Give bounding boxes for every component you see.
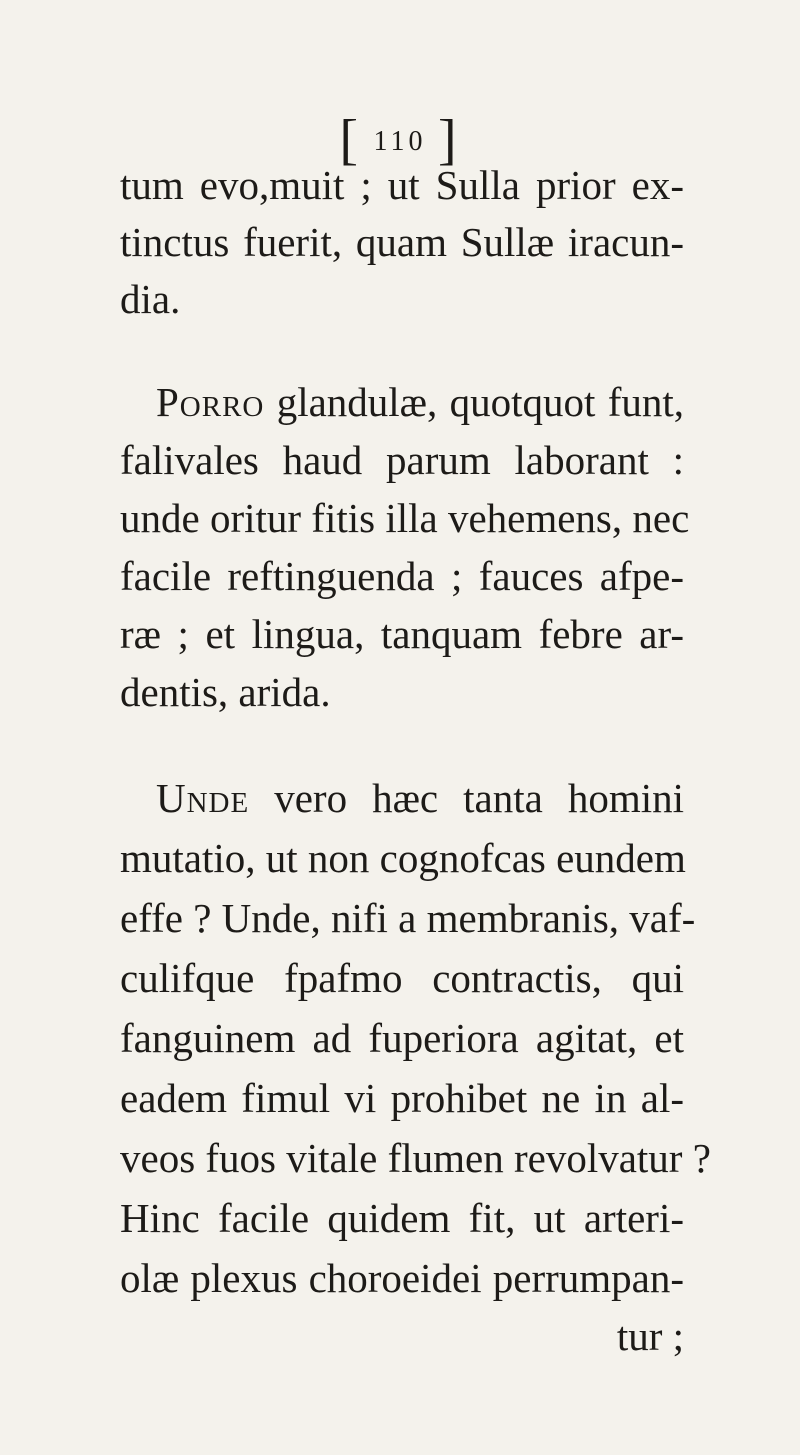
page-number-value: 110 bbox=[373, 126, 427, 157]
text-line: effe ? Unde, nifi a membranis, vaf- bbox=[120, 895, 696, 941]
paragraph-lead-word: Unde bbox=[156, 775, 250, 821]
text-line: fanguinem ad fuperiora agitat, et bbox=[120, 1015, 684, 1061]
text-line-first bbox=[156, 768, 684, 828]
text-line: eadem fimul vi prohibet ne in al- bbox=[120, 1075, 684, 1121]
page-number-bracket-close: ] bbox=[437, 109, 461, 171]
text-line: mutatio, ut non cognofcas eundem bbox=[120, 835, 686, 881]
text-line: Hinc facile quidem fit, ut arteri- bbox=[120, 1195, 684, 1241]
text-line: tinctus fuerit, quam Sullæ iracun- bbox=[120, 219, 684, 265]
text-line: ræ ; et lingua, tanquam febre ar- bbox=[120, 611, 684, 657]
catchword: tur ; bbox=[616, 1313, 684, 1359]
text-line-rest: glandulæ, quotquot funt, bbox=[264, 379, 684, 425]
text-line: facile reftinguenda ; fauces afpe- bbox=[120, 553, 684, 599]
text-line: olæ plexus choroeidei perrumpan- bbox=[120, 1255, 684, 1301]
text-line: dia. bbox=[120, 276, 181, 322]
text-line: culifque fpafmo contractis, qui bbox=[120, 955, 684, 1001]
text-line: unde oritur fitis illa vehemens, nec bbox=[120, 495, 690, 541]
text-line: falivales haud parum laborant : bbox=[120, 437, 684, 483]
text-line: veos fuos vitale flumen revolvatur ? bbox=[120, 1135, 711, 1181]
text-line: dentis, arida. bbox=[120, 669, 331, 715]
text-line-first bbox=[156, 372, 684, 432]
page-number-bracket-open: [ bbox=[339, 109, 363, 171]
text-line: tum evo,muit ; ut Sulla prior ex- bbox=[120, 162, 684, 208]
paragraph-lead-word: Porro bbox=[156, 379, 265, 425]
text-line-rest: vero hæc tanta homini bbox=[249, 775, 684, 821]
